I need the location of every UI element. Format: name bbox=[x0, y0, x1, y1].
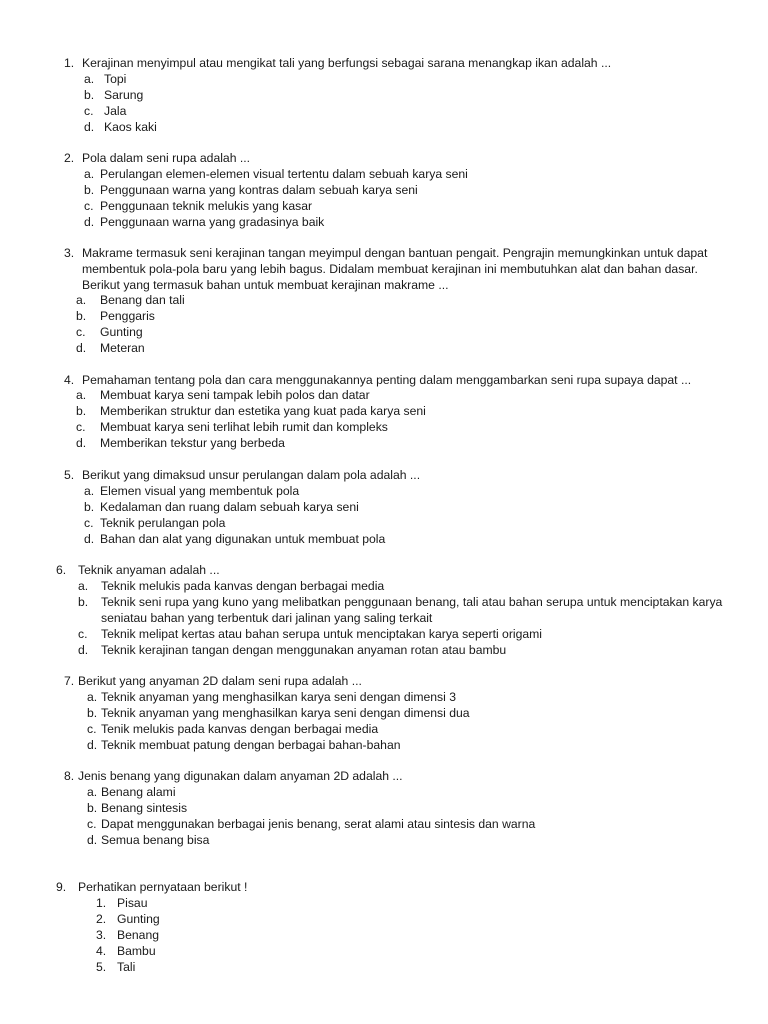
option-text: Teknik anyaman yang menghasilkan karya seni dengan dimensi 3 bbox=[101, 690, 457, 704]
question-number: 4. bbox=[64, 373, 75, 387]
option-label: d. bbox=[84, 532, 95, 546]
question-number: 8. bbox=[64, 769, 75, 783]
option-label: c. bbox=[78, 627, 88, 641]
list-item-number: 1. bbox=[96, 896, 107, 910]
option-text-continued: seniatau bahan yang terbentuk dari jalinan yang saling terkait bbox=[101, 611, 433, 625]
option-label: a. bbox=[76, 293, 87, 307]
question-text: Berikut yang termasuk bahan untuk membuat kerajinan makrame ... bbox=[82, 278, 449, 292]
option-label: c. bbox=[84, 516, 94, 530]
list-item-text: Bambu bbox=[117, 944, 156, 958]
option-text: Elemen visual yang membentuk pola bbox=[100, 484, 300, 498]
option-label: a. bbox=[84, 72, 95, 86]
option-text: Topi bbox=[104, 72, 127, 86]
question-number: 6. bbox=[56, 563, 67, 577]
option-label: c. bbox=[87, 722, 97, 736]
option-label: c. bbox=[84, 104, 94, 118]
option-text: Memberikan struktur dan estetika yang kuat pada karya seni bbox=[100, 404, 426, 418]
option-text: Jala bbox=[104, 104, 127, 118]
question-number: 7. bbox=[64, 674, 75, 688]
option-text: Penggunaan warna yang gradasinya baik bbox=[100, 215, 325, 229]
question-text: Kerajinan menyimpul atau mengikat tali yang berfungsi sebagai sarana menangkap ikan adalah ... bbox=[82, 56, 612, 70]
option-label: d. bbox=[87, 833, 98, 847]
question-text: Berikut yang dimaksud unsur perulangan dalam pola adalah ... bbox=[82, 468, 421, 482]
option-label: c. bbox=[87, 817, 97, 831]
question-text: Pemahaman tentang pola dan cara menggunakannya penting dalam menggambarkan seni rupa supaya dapat ... bbox=[82, 373, 692, 387]
list-item-text: Gunting bbox=[117, 912, 160, 926]
option-label: b. bbox=[87, 801, 98, 815]
option-label: a. bbox=[87, 690, 98, 704]
question-number: 5. bbox=[64, 468, 75, 482]
option-label: b. bbox=[84, 500, 95, 514]
option-label: a. bbox=[87, 785, 98, 799]
option-label: c. bbox=[76, 325, 86, 339]
option-label: d. bbox=[78, 643, 89, 657]
question-text: membentuk pola-pola baru yang lebih bagus. Didalam membuat kerajinan ini membutuhkan alat dan bahan dasar. bbox=[82, 262, 698, 276]
option-label: a. bbox=[76, 388, 87, 402]
option-text: Benang dan tali bbox=[100, 293, 185, 307]
list-item-text: Benang bbox=[117, 928, 160, 942]
option-label: c. bbox=[84, 199, 94, 213]
list-item-number: 2. bbox=[96, 912, 107, 926]
option-text: Teknik anyaman yang menghasilkan karya seni dengan dimensi dua bbox=[101, 706, 470, 720]
option-text: Tenik melukis pada kanvas dengan berbagai media bbox=[101, 722, 379, 736]
option-label: b. bbox=[76, 309, 87, 323]
question-text: Perhatikan pernyataan berikut ! bbox=[78, 880, 248, 894]
option-text: Dapat menggunakan berbagai jenis benang, serat alami atau sintesis dan warna bbox=[101, 817, 536, 831]
option-text: Membuat karya seni tampak lebih polos dan datar bbox=[100, 388, 370, 402]
option-text: Teknik melukis pada kanvas dengan berbagai media bbox=[101, 579, 385, 593]
question-text: Makrame termasuk seni kerajinan tangan meyimpul dengan bantuan pengait. Pengrajin memungkinkan untuk dapat bbox=[82, 246, 708, 260]
option-label: c. bbox=[76, 420, 86, 434]
option-text: Gunting bbox=[100, 325, 143, 339]
option-text: Teknik seni rupa yang kuno yang melibatkan penggunaan benang, tali atau bahan serupa untuk menciptakan karya bbox=[101, 595, 723, 609]
option-label: d. bbox=[84, 120, 95, 134]
option-text: Benang sintesis bbox=[101, 801, 188, 815]
option-text: Perulangan elemen-elemen visual tertentu dalam sebuah karya seni bbox=[100, 167, 468, 181]
question-text: Jenis benang yang digunakan dalam anyaman 2D adalah ... bbox=[78, 769, 403, 783]
option-label: b. bbox=[87, 706, 98, 720]
list-item-text: Tali bbox=[117, 960, 136, 974]
option-label: b. bbox=[78, 595, 89, 609]
option-label: b. bbox=[84, 183, 95, 197]
option-text: Kaos kaki bbox=[104, 120, 157, 134]
option-text: Meteran bbox=[100, 341, 145, 355]
option-text: Membuat karya seni terlihat lebih rumit dan kompleks bbox=[100, 420, 388, 434]
option-text: Penggaris bbox=[100, 309, 155, 323]
list-item-number: 3. bbox=[96, 928, 107, 942]
question-number: 9. bbox=[56, 880, 67, 894]
option-text: Benang alami bbox=[101, 785, 176, 799]
option-text: Kedalaman dan ruang dalam sebuah karya seni bbox=[100, 500, 359, 514]
option-label: a. bbox=[84, 484, 95, 498]
option-text: Teknik melipat kertas atau bahan serupa untuk menciptakan karya seperti origami bbox=[101, 627, 543, 641]
option-label: d. bbox=[84, 215, 95, 229]
question-text: Berikut yang anyaman 2D dalam seni rupa adalah ... bbox=[78, 674, 362, 688]
option-text: Semua benang bisa bbox=[101, 833, 210, 847]
option-text: Teknik kerajinan tangan dengan menggunakan anyaman rotan atau bambu bbox=[101, 643, 507, 657]
list-item-number: 4. bbox=[96, 944, 107, 958]
option-label: a. bbox=[84, 167, 95, 181]
question-text: Pola dalam seni rupa adalah ... bbox=[82, 151, 251, 165]
question-text: Teknik anyaman adalah ... bbox=[78, 563, 220, 577]
option-label: b. bbox=[76, 404, 87, 418]
option-label: d. bbox=[76, 341, 87, 355]
option-text: Teknik membuat patung dengan berbagai bahan-bahan bbox=[101, 738, 401, 752]
option-text: Sarung bbox=[104, 88, 144, 102]
option-label: a. bbox=[78, 579, 89, 593]
option-text: Memberikan tekstur yang berbeda bbox=[100, 436, 285, 450]
list-item-text: Pisau bbox=[117, 896, 148, 910]
option-text: Penggunaan teknik melukis yang kasar bbox=[100, 199, 313, 213]
list-item-number: 5. bbox=[96, 960, 107, 974]
option-text: Penggunaan warna yang kontras dalam sebuah karya seni bbox=[100, 183, 418, 197]
question-number: 2. bbox=[64, 151, 75, 165]
option-label: d. bbox=[76, 436, 87, 450]
option-text: Teknik perulangan pola bbox=[100, 516, 226, 530]
option-label: d. bbox=[87, 738, 98, 752]
question-number: 3. bbox=[64, 246, 75, 260]
option-label: b. bbox=[84, 88, 95, 102]
option-text: Bahan dan alat yang digunakan untuk membuat pola bbox=[100, 532, 386, 546]
question-number: 1. bbox=[64, 56, 75, 70]
